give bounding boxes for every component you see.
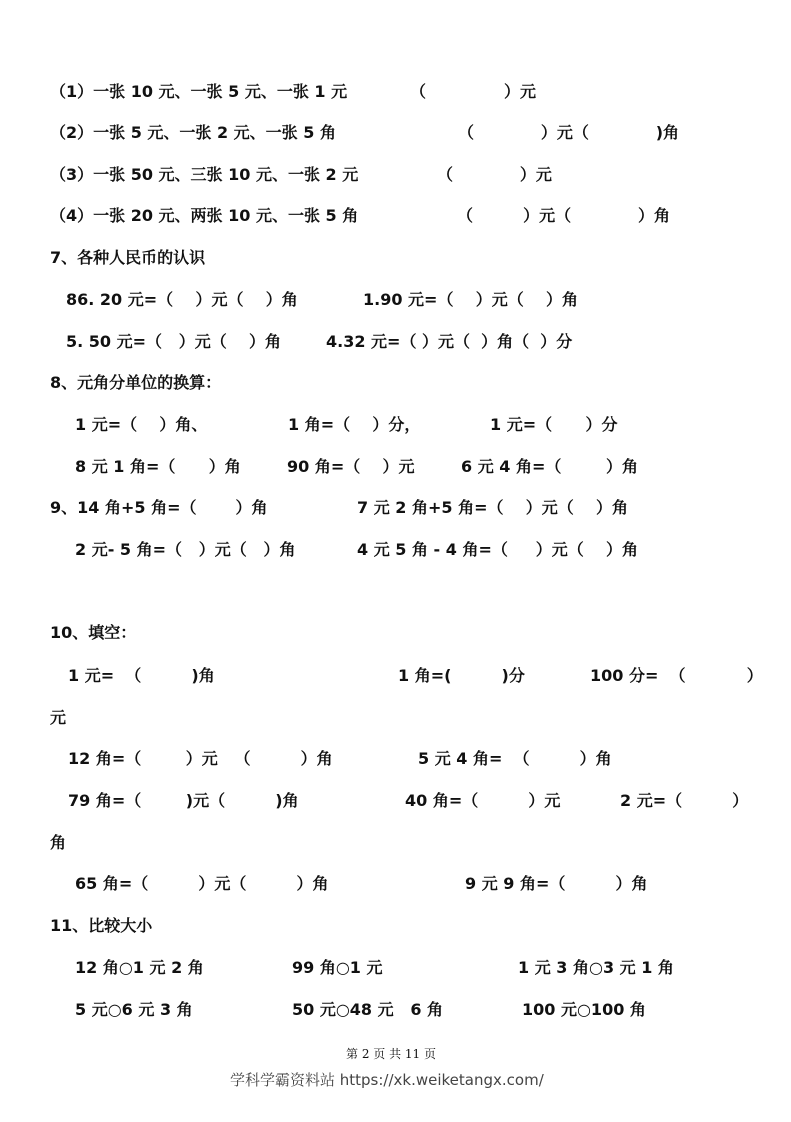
question-line	[0, 118, 791, 148]
question-line	[0, 410, 791, 440]
question-text: 12 角=（ ）元 （ ）角	[68, 749, 333, 768]
question-text: （1）一张 10 元、一张 5 元、一张 1 元	[50, 82, 348, 101]
question-text: 86. 20 元=（ ）元（ ）角	[66, 290, 298, 309]
question-text: 50 元○48 元 6 角	[292, 1000, 444, 1019]
question-line	[0, 703, 791, 733]
question-text: 90 角=（ ）元	[287, 457, 415, 476]
question-line	[0, 493, 791, 523]
question-text: 1 元=（ ）角、	[75, 415, 208, 434]
question-line	[0, 535, 791, 565]
question-text: 5 元○6 元 3 角	[75, 1000, 193, 1019]
question-text: 2 元- 5 角=（ ）元（ ）角	[75, 540, 296, 559]
question-text: 11、比较大小	[50, 916, 153, 935]
question-text: 65 角=（ ）元（ ）角	[75, 874, 329, 893]
question-text: 6 元 4 角=（ ）角	[461, 457, 638, 476]
question-text: 7、各种人民币的认识	[50, 248, 206, 267]
question-text: （ ）元（ )角	[458, 123, 680, 142]
question-text: 5 元 4 角= （ ）角	[418, 749, 612, 768]
question-text: 1 元=（ ）分	[490, 415, 618, 434]
question-text: 9 元 9 角=（ ）角	[465, 874, 648, 893]
question-text: 40 角=（ ）元	[405, 791, 561, 810]
question-text: 1.90 元=（ ）元（ ）角	[363, 290, 579, 309]
question-line	[0, 285, 791, 315]
question-text: 元	[50, 708, 67, 727]
section-heading	[0, 243, 791, 273]
question-text: 10、填空：	[50, 623, 137, 642]
question-line	[0, 869, 791, 899]
question-text: 79 角=（ )元（ )角	[68, 791, 299, 810]
question-text: 角	[50, 833, 67, 852]
question-text: 99 角○1 元	[292, 958, 383, 977]
question-text: 1 元 3 角○3 元 1 角	[518, 958, 674, 977]
section-heading	[0, 911, 791, 941]
question-text: 4 元 5 角 - 4 角=（ ）元（ ）角	[357, 540, 639, 559]
page-number: 第 2 页 共 11 页	[346, 1047, 436, 1061]
question-text: （3）一张 50 元、三张 10 元、一张 2 元	[50, 165, 359, 184]
question-line	[0, 786, 791, 816]
question-text: （ ）元	[437, 165, 552, 184]
question-text: 5. 50 元=（ ）元（ ）角	[66, 332, 282, 351]
question-text: 12 角○1 元 2 角	[75, 958, 204, 977]
question-text: （4）一张 20 元、两张 10 元、一张 5 角	[50, 206, 359, 225]
question-line	[0, 201, 791, 231]
question-text: 1 元= （ )角	[68, 666, 215, 685]
question-text: 1 角=（ ）分，	[288, 415, 421, 434]
question-text: 8、元角分单位的换算：	[50, 373, 222, 392]
question-text: 8 元 1 角=（ ）角	[75, 457, 241, 476]
question-line	[0, 828, 791, 858]
question-text: 4.32 元=（ ）元（ ）角（ ）分	[326, 332, 573, 351]
question-line	[0, 452, 791, 482]
question-line	[0, 995, 791, 1025]
question-text: （ ）元（ ）角	[457, 206, 670, 225]
watermark-text: 学科学霸资料站 https://xk.weiketangx.com/	[230, 1071, 544, 1089]
section-heading	[0, 368, 791, 398]
question-text: 9、14 角+5 角=（ ）角	[50, 498, 268, 517]
question-line	[0, 953, 791, 983]
question-text: 100 分= （ ）	[590, 666, 763, 685]
question-text: （ ）元	[410, 82, 536, 101]
question-line	[0, 327, 791, 357]
question-line	[0, 744, 791, 774]
question-text: （2）一张 5 元、一张 2 元、一张 5 角	[50, 123, 336, 142]
question-text: 7 元 2 角+5 角=（ ）元（ ）角	[357, 498, 629, 517]
question-text: 1 角=( )分	[398, 666, 525, 685]
question-line	[0, 661, 791, 691]
question-text: 2 元=（ ）	[620, 791, 749, 810]
section-heading	[0, 618, 791, 648]
question-line	[0, 160, 791, 190]
question-text: 100 元○100 角	[522, 1000, 646, 1019]
question-line	[0, 77, 791, 107]
